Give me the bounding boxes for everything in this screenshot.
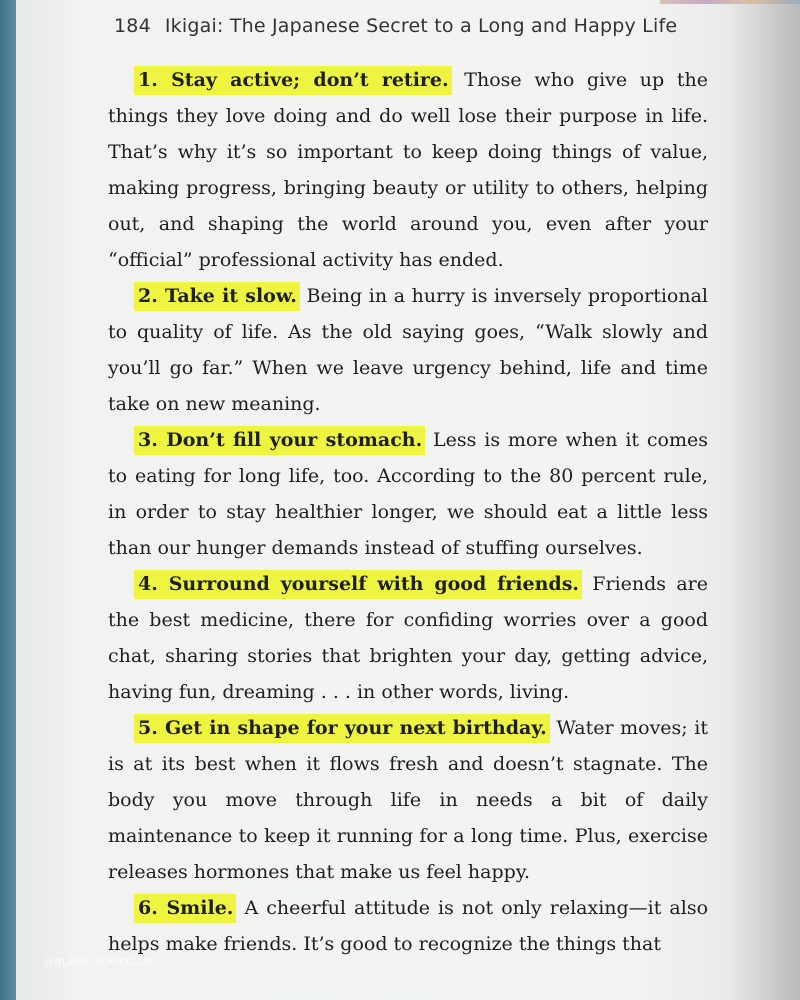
paragraph-smile xyxy=(108,890,708,962)
page-body xyxy=(108,62,708,962)
paragraph-text: Those who give up the things they love doing and do well lose their purpose in life. That’s why it’s so important to keep doing things of value, making progress, bringing beauty or utility to others, helping out, and shaping the world around you, even after your “official” professional activity has ended. xyxy=(108,69,708,271)
book-page xyxy=(16,0,800,1000)
paragraph-text: A cheerful attitude is not only relaxing—it also helps make friends. It’s good to recognize the things that xyxy=(108,897,709,955)
paragraph-dont-fill-stomach xyxy=(108,422,708,566)
paragraph-text: Being in a hurry is inversely proportional to quality of life. As the old saying goes, “Walk slowly and you’ll go far.” When we leave urgency behind, life and time take on new meaning. xyxy=(108,285,708,415)
paragraph-text: Water moves; it is at its best when it flows fresh and doesn’t stagnate. The body you move through life in needs a bit of daily maintenance to keep it running for a long time. Plus, exercise releases hormones that make us feel happy. xyxy=(108,717,708,883)
book-title: Ikigai: The Japanese Secret to a Long and Happy Life xyxy=(164,15,678,37)
book-spine-edge xyxy=(0,0,16,1000)
paragraph-stay-active xyxy=(108,62,708,278)
watermark: @BLAKE_BOOKCLUB xyxy=(44,957,154,968)
highlighted-heading: 2. Take it slow. xyxy=(134,282,300,311)
highlighted-heading: 5. Get in shape for your next birthday. xyxy=(134,714,550,743)
paragraph-get-in-shape xyxy=(108,710,708,890)
highlighted-heading: 1. Stay active; don’t retire. xyxy=(134,66,452,95)
paragraph-good-friends xyxy=(108,566,708,710)
running-header xyxy=(114,15,734,37)
paragraph-text: Less is more when it comes to eating for long life, too. According to the 80 percent rule, in order to stay healthier longer, we should eat a little less than our hunger demands instead of stuffing ourselves. xyxy=(108,429,708,559)
paragraph-text: Friends are the best medicine, there for confiding worries over a good chat, sharing stories that brighten your day, getting advice, having fun, dreaming . . . in other words, living. xyxy=(108,573,708,703)
paragraph-take-it-slow xyxy=(108,278,708,422)
highlighted-heading: 3. Don’t fill your stomach. xyxy=(134,426,425,455)
highlighted-heading: 6. Smile. xyxy=(134,894,236,923)
highlighted-heading: 4. Surround yourself with good friends. xyxy=(134,570,582,599)
page-number: 184 xyxy=(114,15,151,37)
page-curve-shadow xyxy=(730,0,800,1000)
